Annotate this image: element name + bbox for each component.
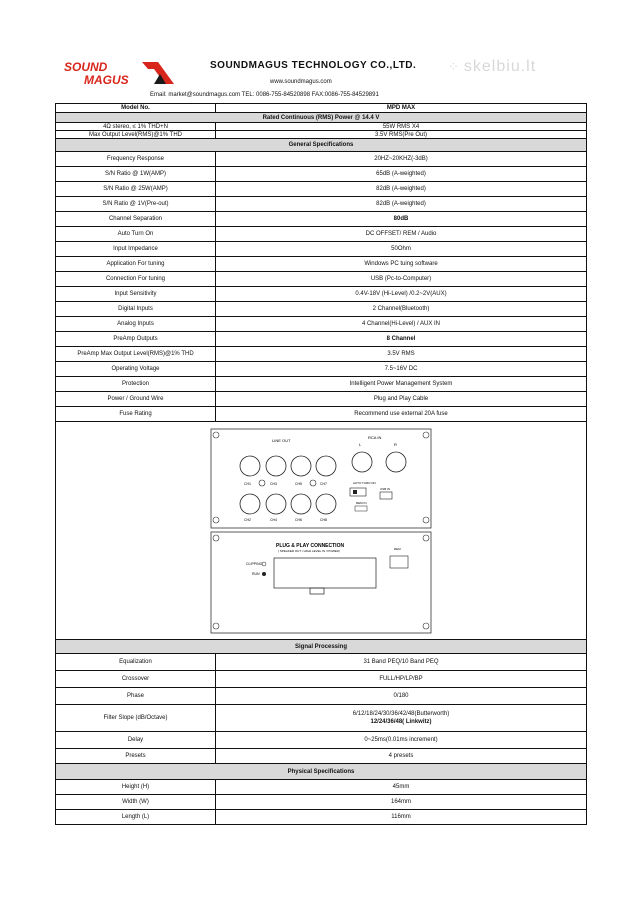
row-label: Fuse Rating: [56, 407, 216, 422]
row-value: Recommend use external 20A fuse: [216, 407, 587, 422]
row-label: Width (W): [56, 795, 216, 810]
row-value: 0~25ms(0.01ms increment): [216, 732, 587, 749]
rca-r-label: R: [394, 441, 397, 447]
company-name: SOUNDMAGUS TECHNOLOGY CO.,LTD.: [210, 60, 417, 71]
rca-l-label: L: [359, 441, 362, 447]
row-label: 4Ω stereo, ≤ 1% THD+N: [56, 123, 216, 131]
row-label: S/N Ratio @ 1V(Pre-out): [56, 197, 216, 212]
row-label: Equalization: [56, 654, 216, 671]
table-row: [56, 810, 587, 825]
row-value: 82dB (A-weighted): [216, 197, 587, 212]
general-header: General Specifications: [56, 139, 587, 152]
line-out-label: LINE OUT: [272, 437, 291, 443]
table-row: [56, 377, 587, 392]
table-row: [56, 242, 587, 257]
row-value: 55W RMS X4: [216, 123, 587, 131]
row-label: S/N Ratio @ 1W(AMP): [56, 167, 216, 182]
rated-power-header-row: [56, 113, 587, 123]
table-row: [56, 671, 587, 688]
ch2-label: CH2: [244, 517, 252, 522]
filter-slope-butterworth: 6/12/18/24/30/36/42/48(Butterworth): [352, 711, 450, 717]
model-label: Model No.: [56, 104, 216, 113]
row-value: DC OFFSET/ REM / Audio: [216, 227, 587, 242]
row-value: 50Ohm: [216, 242, 587, 257]
table-row: [56, 227, 587, 242]
row-label: Digital Inputs: [56, 302, 216, 317]
row-label: Delay: [56, 732, 216, 749]
table-row: [56, 131, 587, 139]
plug-play-sub-label: ( SPEAKER OUT / HIGH LEVEL IN / POWER): [278, 548, 340, 553]
table-row: [56, 705, 587, 732]
table-row: [56, 212, 587, 227]
rca-in-label: RCA IN: [368, 434, 382, 440]
connection-panel-diagram: [210, 428, 432, 634]
row-label: Filter Slope (dB/Octave): [56, 705, 216, 732]
watermark: [448, 58, 536, 76]
row-value: 45mm: [216, 780, 587, 795]
table-row: [56, 688, 587, 705]
row-value: 116mm: [216, 810, 587, 825]
row-label: Presets: [56, 749, 216, 764]
ch6-label: CH6: [295, 517, 303, 522]
row-value: 0.4V-18V (Hi-Level) /0.2~2V(AUX): [216, 287, 587, 302]
model-row: [56, 104, 587, 113]
table-row: [56, 317, 587, 332]
row-value: USB (Pc-to-Computer): [216, 272, 587, 287]
switch-knob-icon: [353, 490, 357, 494]
physical-header: Physical Specifications: [56, 764, 587, 780]
model-value: MPD MAX: [216, 104, 587, 113]
table-row: [56, 167, 587, 182]
row-value: Intelligent Power Management System: [216, 377, 587, 392]
rem-in-label: REM IN: [356, 500, 367, 505]
row-value: 65dB (A-weighted): [216, 167, 587, 182]
table-row: [56, 182, 587, 197]
table-row: [56, 287, 587, 302]
ch3-label: CH3: [270, 481, 278, 486]
row-label: Max Output Level(RMS)@1% THD: [56, 131, 216, 139]
row-label: Channel Separation: [56, 212, 216, 227]
general-header-row: [56, 139, 587, 152]
watermark-text: skelbiu.lt: [463, 58, 537, 75]
row-value: 82dB (A-weighted): [216, 182, 587, 197]
row-value: 80dB: [216, 212, 587, 227]
row-label: Connection For tuning: [56, 272, 216, 287]
row-value: 31 Band PEQ/10 Band PEQ: [216, 654, 587, 671]
ch5-label: CH5: [295, 481, 303, 486]
row-label: Length (L): [56, 810, 216, 825]
row-label: Power / Ground Wire: [56, 392, 216, 407]
row-value: 8 Channel: [216, 332, 587, 347]
row-label: Input Sensitivity: [56, 287, 216, 302]
auto-turn-on-label: AUTO TURN ON: [353, 480, 376, 485]
row-value: Windows PC tuing software: [216, 257, 587, 272]
row-label: Frequency Response: [56, 152, 216, 167]
row-value: [216, 705, 587, 732]
table-row: [56, 272, 587, 287]
diagram-cell: [56, 422, 587, 640]
table-row: [56, 152, 587, 167]
row-label: Crossover: [56, 671, 216, 688]
rated-power-header: Rated Continuous (RMS) Power @ 14.4 V: [56, 113, 587, 123]
plug-play-label: PLUG & PLAY CONNECTION: [276, 542, 345, 549]
table-row: [56, 780, 587, 795]
row-value: 4 Channel(Hi-Level) / AUX IN: [216, 317, 587, 332]
row-value: FULL/HP/LP/BP: [216, 671, 587, 688]
ch7-label: CH7: [320, 481, 328, 486]
ch8-label: CH8: [320, 517, 328, 522]
table-row: [56, 749, 587, 764]
row-value: 2 Channel(Bluetooth): [216, 302, 587, 317]
table-row: [56, 197, 587, 212]
watermark-dots-icon: ⁘: [448, 59, 460, 74]
top-panel-outline: [211, 429, 431, 528]
table-row: [56, 654, 587, 671]
row-label: Protection: [56, 377, 216, 392]
row-label: S/N Ratio @ 25W(AMP): [56, 182, 216, 197]
table-row: [56, 732, 587, 749]
table-row: [56, 302, 587, 317]
ch1-label: CH1: [244, 481, 252, 486]
table-row: [56, 795, 587, 810]
row-value: Plug and Play Cable: [216, 392, 587, 407]
row-label: Auto Turn On: [56, 227, 216, 242]
row-value: 20HZ~20KHZ(-3dB): [216, 152, 587, 167]
table-row: [56, 392, 587, 407]
row-label: Analog Inputs: [56, 317, 216, 332]
row-label: PreAmp Outputs: [56, 332, 216, 347]
diagram-row: [56, 422, 587, 640]
row-value: 3.5V RMS(Pre Out): [216, 131, 587, 139]
signal-header-row: [56, 640, 587, 654]
signal-header: Signal Processing: [56, 640, 587, 654]
table-row: [56, 123, 587, 131]
row-label: Phase: [56, 688, 216, 705]
row-label: Operating Voltage: [56, 362, 216, 377]
run-led-icon: [262, 572, 266, 576]
ch4-label: CH4: [270, 517, 278, 522]
row-value: 3.5V RMS: [216, 347, 587, 362]
table-row: [56, 347, 587, 362]
row-label: Application For tuning: [56, 257, 216, 272]
row-value: 164mm: [216, 795, 587, 810]
table-row: [56, 332, 587, 347]
run-label: RUN: [252, 571, 260, 576]
filter-slope-linkwitz: 12/24/36/48( Linkwitz): [370, 719, 432, 725]
usb-in-label: USB IN: [380, 486, 391, 491]
physical-header-row: [56, 764, 587, 780]
table-row: [56, 362, 587, 377]
row-value: 7.5~16V DC: [216, 362, 587, 377]
clipping-label: CLIPPING: [246, 561, 263, 566]
company-website: www.soundmagus.com: [270, 79, 332, 85]
soundmagus-logo: [62, 58, 182, 88]
table-row: [56, 407, 587, 422]
row-label: Input Impedance: [56, 242, 216, 257]
logo-text-sound: SOUND: [64, 60, 108, 74]
spec-table: [55, 103, 587, 825]
table-row: [56, 257, 587, 272]
logo-text-magus: MAGUS: [84, 73, 129, 87]
row-label: PreAmp Max Output Level(RMS)@1% THD: [56, 347, 216, 362]
rem-label: REM: [394, 546, 401, 551]
row-label: Height (H): [56, 780, 216, 795]
row-value: 4 presets: [216, 749, 587, 764]
company-contact: Email: market@soundmagus.com TEL: 0086-755-84520898 FAX:0086-755-84529891: [150, 92, 379, 98]
row-value: 0/180: [216, 688, 587, 705]
